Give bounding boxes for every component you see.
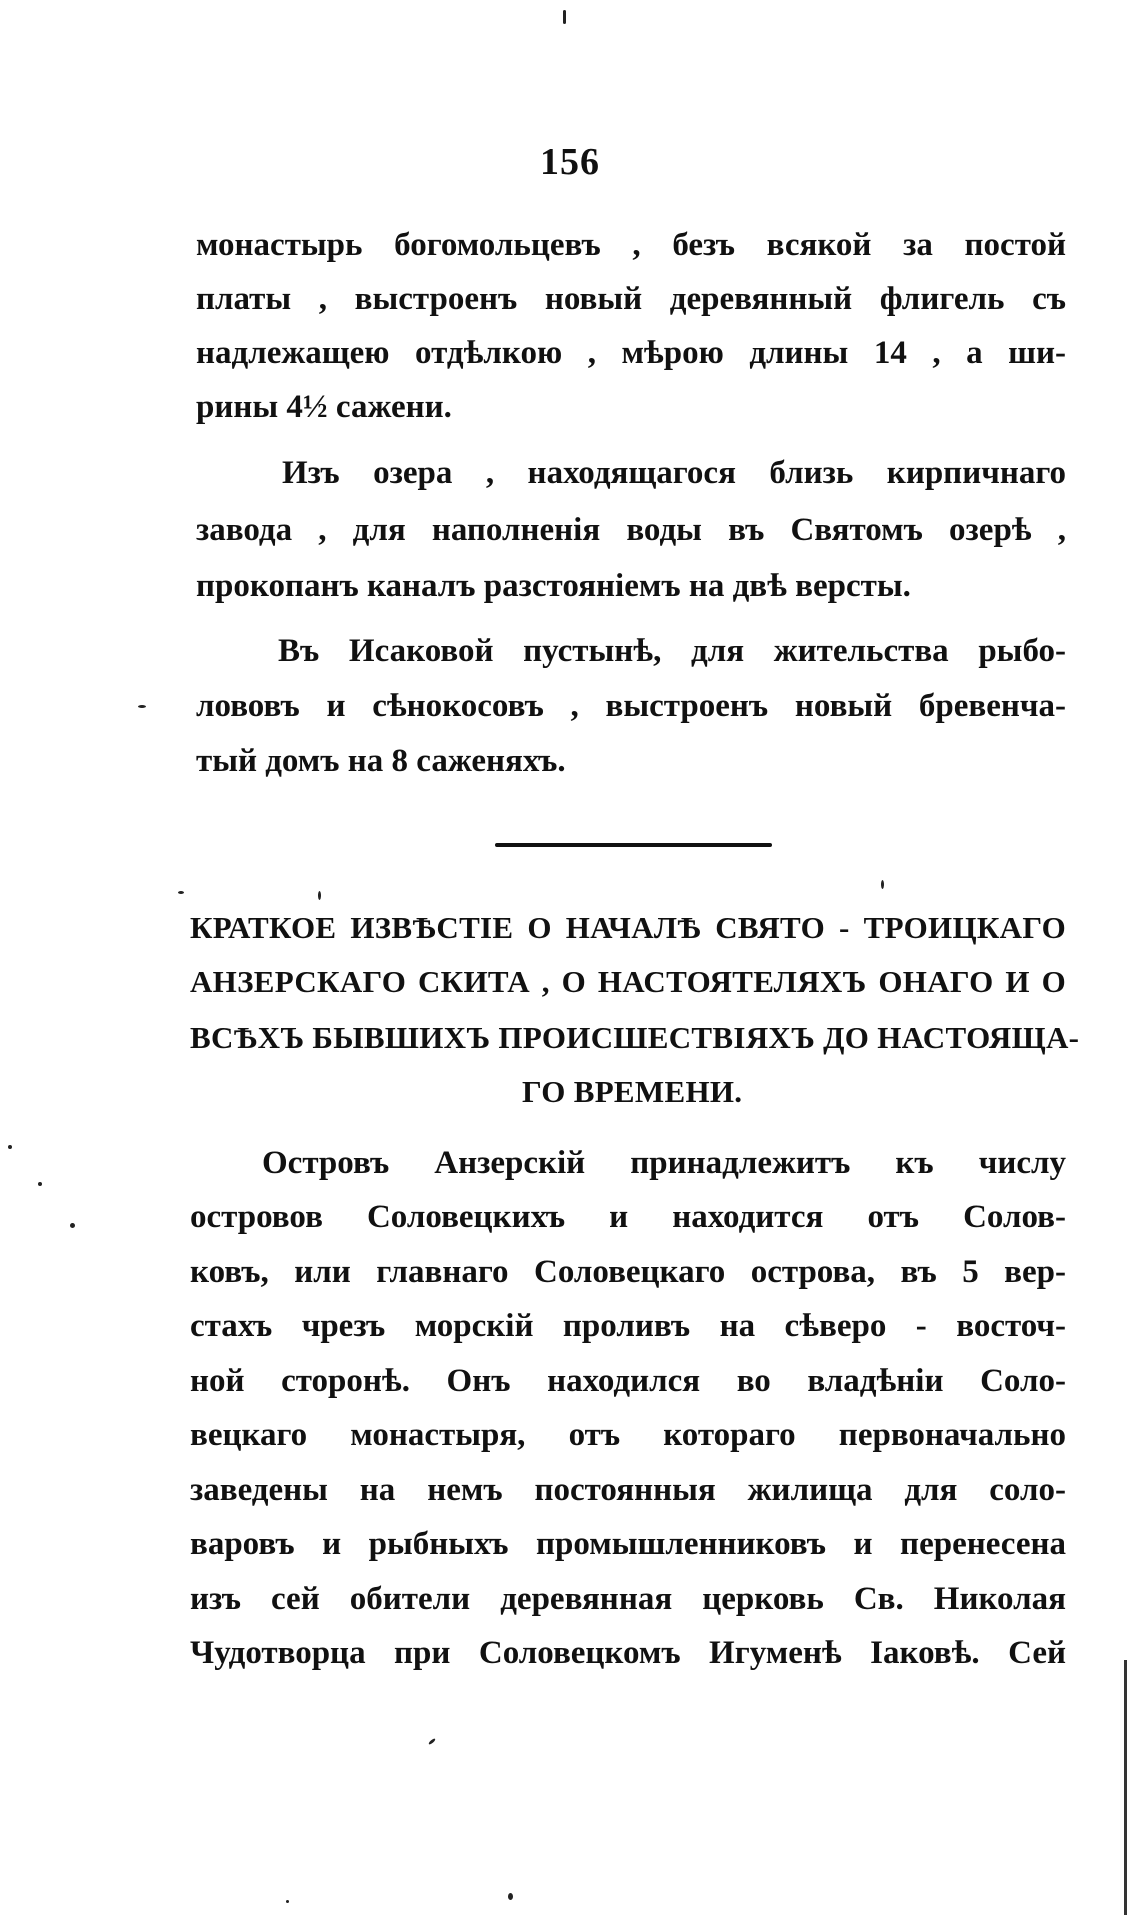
ink-speck: [563, 10, 566, 24]
ink-speck: [138, 705, 146, 708]
ink-speck: [70, 1223, 75, 1228]
paragraph-4-line: ковъ, или главнаго Соловецкаго острова, въ 5 вер-: [190, 1254, 1066, 1290]
section-heading-line: КРАТКОЕ ИЗВѢСТІЕ О НАЧАЛѢ СВЯТО - ТРОИЦКАГО: [190, 910, 1066, 945]
paragraph-4-line: заведены на немъ постоянныя жилища для соло-: [190, 1472, 1066, 1508]
ink-speck: [8, 1145, 12, 1149]
paragraph-1-line: рины 4½ сажени.: [196, 389, 452, 425]
paragraph-4-line: изъ сей обители деревянная церковь Св. Николая: [190, 1581, 1066, 1617]
ink-speck: [178, 891, 184, 894]
paragraph-4-line: вецкаго монастыря, отъ котораго первоначально: [190, 1417, 1066, 1453]
ink-speck: [428, 1738, 436, 1745]
ink-speck: [38, 1182, 42, 1186]
paragraph-4-line: Островъ Анзерскій принадлежитъ къ числу: [262, 1145, 1066, 1181]
scan-edge-mark: [1124, 1660, 1127, 1915]
paragraph-4-line: островов Соловецкихъ и находится отъ Солов-: [190, 1199, 1066, 1235]
page-number: 156: [540, 141, 600, 183]
paragraph-4-line: Чудотворца при Соловецкомъ Игуменѣ Іаковѣ. Сей: [190, 1635, 1066, 1671]
section-heading-line: ГО ВРЕМЕНИ.: [522, 1074, 743, 1109]
paragraph-1-line: надлежащею отдѣлкою , мѣрою длины 14 , а ши-: [196, 335, 1066, 371]
section-divider: [495, 843, 772, 847]
section-heading-line: ВСѢХЪ БЫВШИХЪ ПРОИСШЕСТВІЯХЪ ДО НАСТОЯЩА-: [190, 1020, 1080, 1055]
paragraph-3-line: Въ Исаковой пустынѣ, для жительства рыбо-: [278, 633, 1066, 669]
paragraph-2-line: Изъ озера , находящагося близь кирпичнаго: [282, 455, 1066, 491]
paragraph-1-line: монастырь богомольцевъ , безъ всякой за постой: [196, 227, 1066, 263]
paragraph-4-line: стахъ чрезъ морскій проливъ на сѣверо - восточ-: [190, 1308, 1066, 1344]
paragraph-3-line: лововъ и сѣнокосовъ , выстроенъ новый бревенча-: [196, 688, 1066, 724]
paragraph-3-line: тый домъ на 8 саженяхъ.: [196, 743, 566, 779]
section-heading-line: АНЗЕРСКАГО СКИТА , О НАСТОЯТЕЛЯХЪ ОНАГО И О: [190, 964, 1066, 999]
ink-speck: [881, 880, 884, 889]
paragraph-4-line: ной сторонѣ. Онъ находился во владѣніи Соло-: [190, 1363, 1066, 1399]
paragraph-1-line: платы , выстроенъ новый деревянный флигель съ: [196, 281, 1066, 317]
ink-speck: [286, 1900, 289, 1903]
paragraph-2-line: прокопанъ каналъ разстояніемъ на двѣ версты.: [196, 568, 911, 604]
ink-speck: [318, 891, 321, 900]
paragraph-2-line: завода , для наполненія воды въ Святомъ озерѣ ,: [196, 512, 1066, 548]
ink-speck: [508, 1893, 513, 1900]
paragraph-4-line: варовъ и рыбныхъ промышленниковъ и перенесена: [190, 1526, 1066, 1562]
